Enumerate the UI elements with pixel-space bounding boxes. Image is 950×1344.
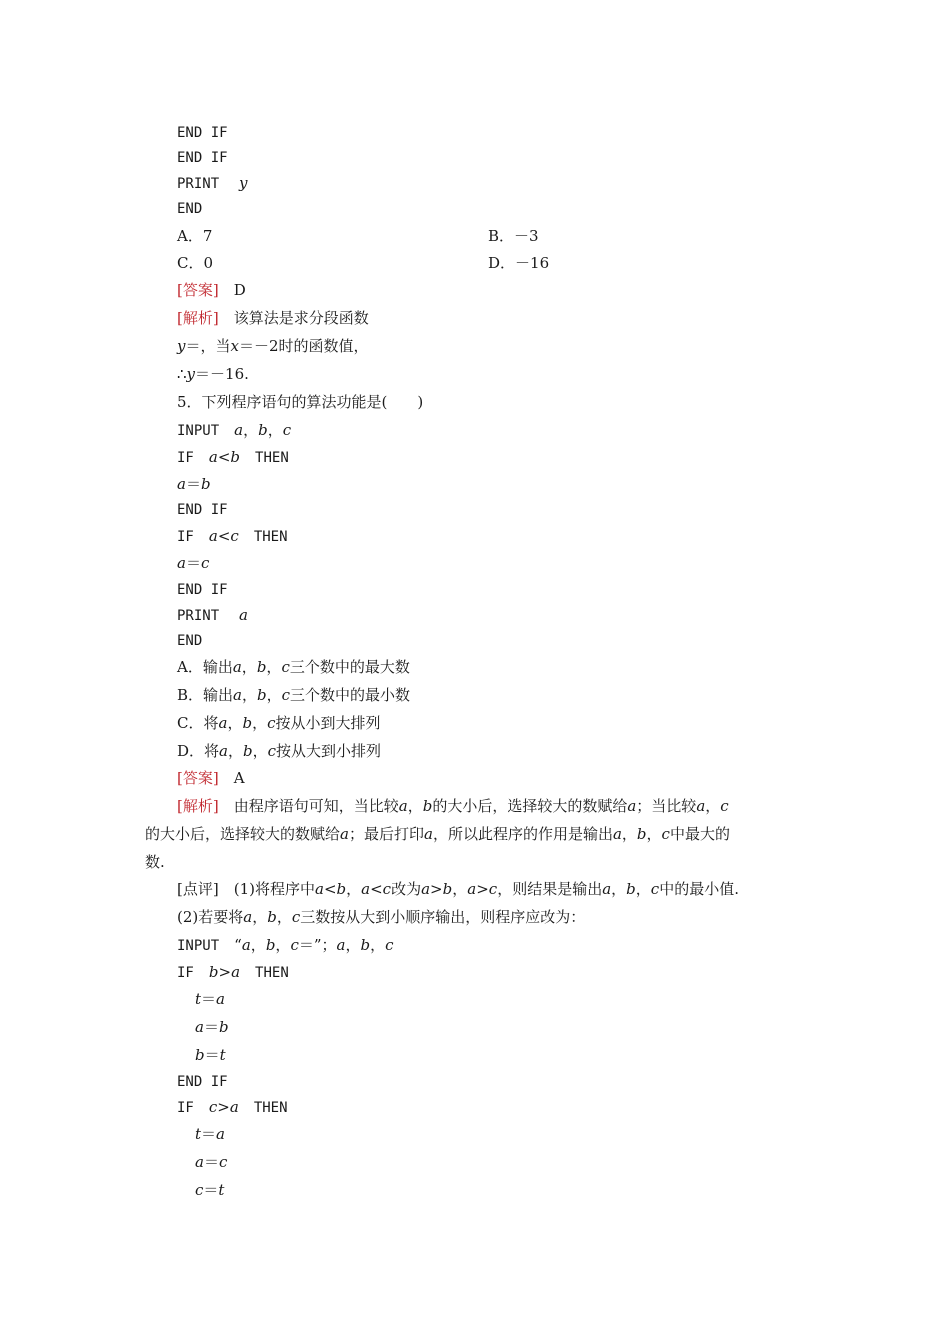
review-line: [点评] (1)将程序中a<b，a<c改为a>b，a>c，则结果是输出a，b，c中的最小值. <box>177 880 739 898</box>
code-line-end-if: END IF <box>177 150 228 166</box>
code-line-end-if: END IF <box>177 1074 228 1090</box>
analysis-tag: [解析] <box>177 309 219 327</box>
option-c: C．0 <box>177 254 214 272</box>
code-line-if: IF a<b THEN <box>177 448 289 466</box>
code-line-end: END <box>177 201 203 217</box>
option-a: A．输出a，b，c三个数中的最大数 <box>177 658 410 676</box>
code-line-assign: b＝t <box>195 1046 226 1064</box>
answer-value: A <box>233 769 245 787</box>
code-line-assign: a＝c <box>195 1153 228 1171</box>
option-b: B．输出a，b，c三个数中的最小数 <box>177 686 411 704</box>
review-tag: [点评] <box>177 880 219 898</box>
analysis-line: [解析] 由程序语句可知，当比较a，b的大小后，选择较大的数赋给a；当比较a，c <box>177 797 729 815</box>
code-line-assign: a＝b <box>177 475 211 493</box>
option-c: C．将a，b，c按从小到大排列 <box>177 714 381 732</box>
analysis-line: 数. <box>145 853 165 871</box>
code-line-end-if: END IF <box>177 125 228 141</box>
code-line-assign: a＝b <box>195 1018 229 1036</box>
code-line-input: INPUT a，b，c <box>177 421 292 439</box>
option-d: D．将a，b，c按从大到小排列 <box>177 742 382 760</box>
analysis-line: ∴y＝－16. <box>177 365 249 383</box>
option-b: B．－3 <box>488 227 539 245</box>
review-line: (2)若要将a，b，c三数按从大到小顺序输出，则程序应改为： <box>177 908 586 926</box>
code-line-if: IF b>a THEN <box>177 963 289 981</box>
code-line-assign: t＝a <box>195 990 225 1008</box>
answer-tag: [答案] <box>177 281 219 299</box>
code-line-assign: t＝a <box>195 1125 225 1143</box>
code-line-if: IF c>a THEN <box>177 1098 288 1116</box>
analysis-line: y＝，当x＝－2时的函数值， <box>177 337 369 355</box>
code-line-assign: c＝t <box>195 1181 225 1199</box>
question-5: 5．下列程序语句的算法功能是( ) <box>177 393 424 411</box>
code-line-end: END <box>177 633 203 649</box>
analysis-line: 的大小后，选择较大的数赋给a；最后打印a，所以此程序的作用是输出a，b，c中最大的 <box>145 825 730 843</box>
code-line-input: INPUT “a，b，c＝”；a，b，c <box>177 936 394 954</box>
code-line-print: PRINT y <box>177 174 248 192</box>
code-line-print: PRINT a <box>177 606 248 624</box>
answer-value: D <box>233 281 246 299</box>
code-line-assign: a＝c <box>177 554 210 572</box>
analysis-tag: [解析] <box>177 797 219 815</box>
answer-line <box>177 768 245 788</box>
code-line-end-if: END IF <box>177 582 228 598</box>
option-a: A．7 <box>177 227 213 245</box>
code-line-end-if: END IF <box>177 502 228 518</box>
analysis-line: [解析] 该算法是求分段函数 <box>177 309 369 327</box>
code-line-if: IF a<c THEN <box>177 527 288 545</box>
answer-line <box>177 280 246 300</box>
option-d: D．－16 <box>488 254 550 272</box>
answer-tag: [答案] <box>177 769 219 787</box>
